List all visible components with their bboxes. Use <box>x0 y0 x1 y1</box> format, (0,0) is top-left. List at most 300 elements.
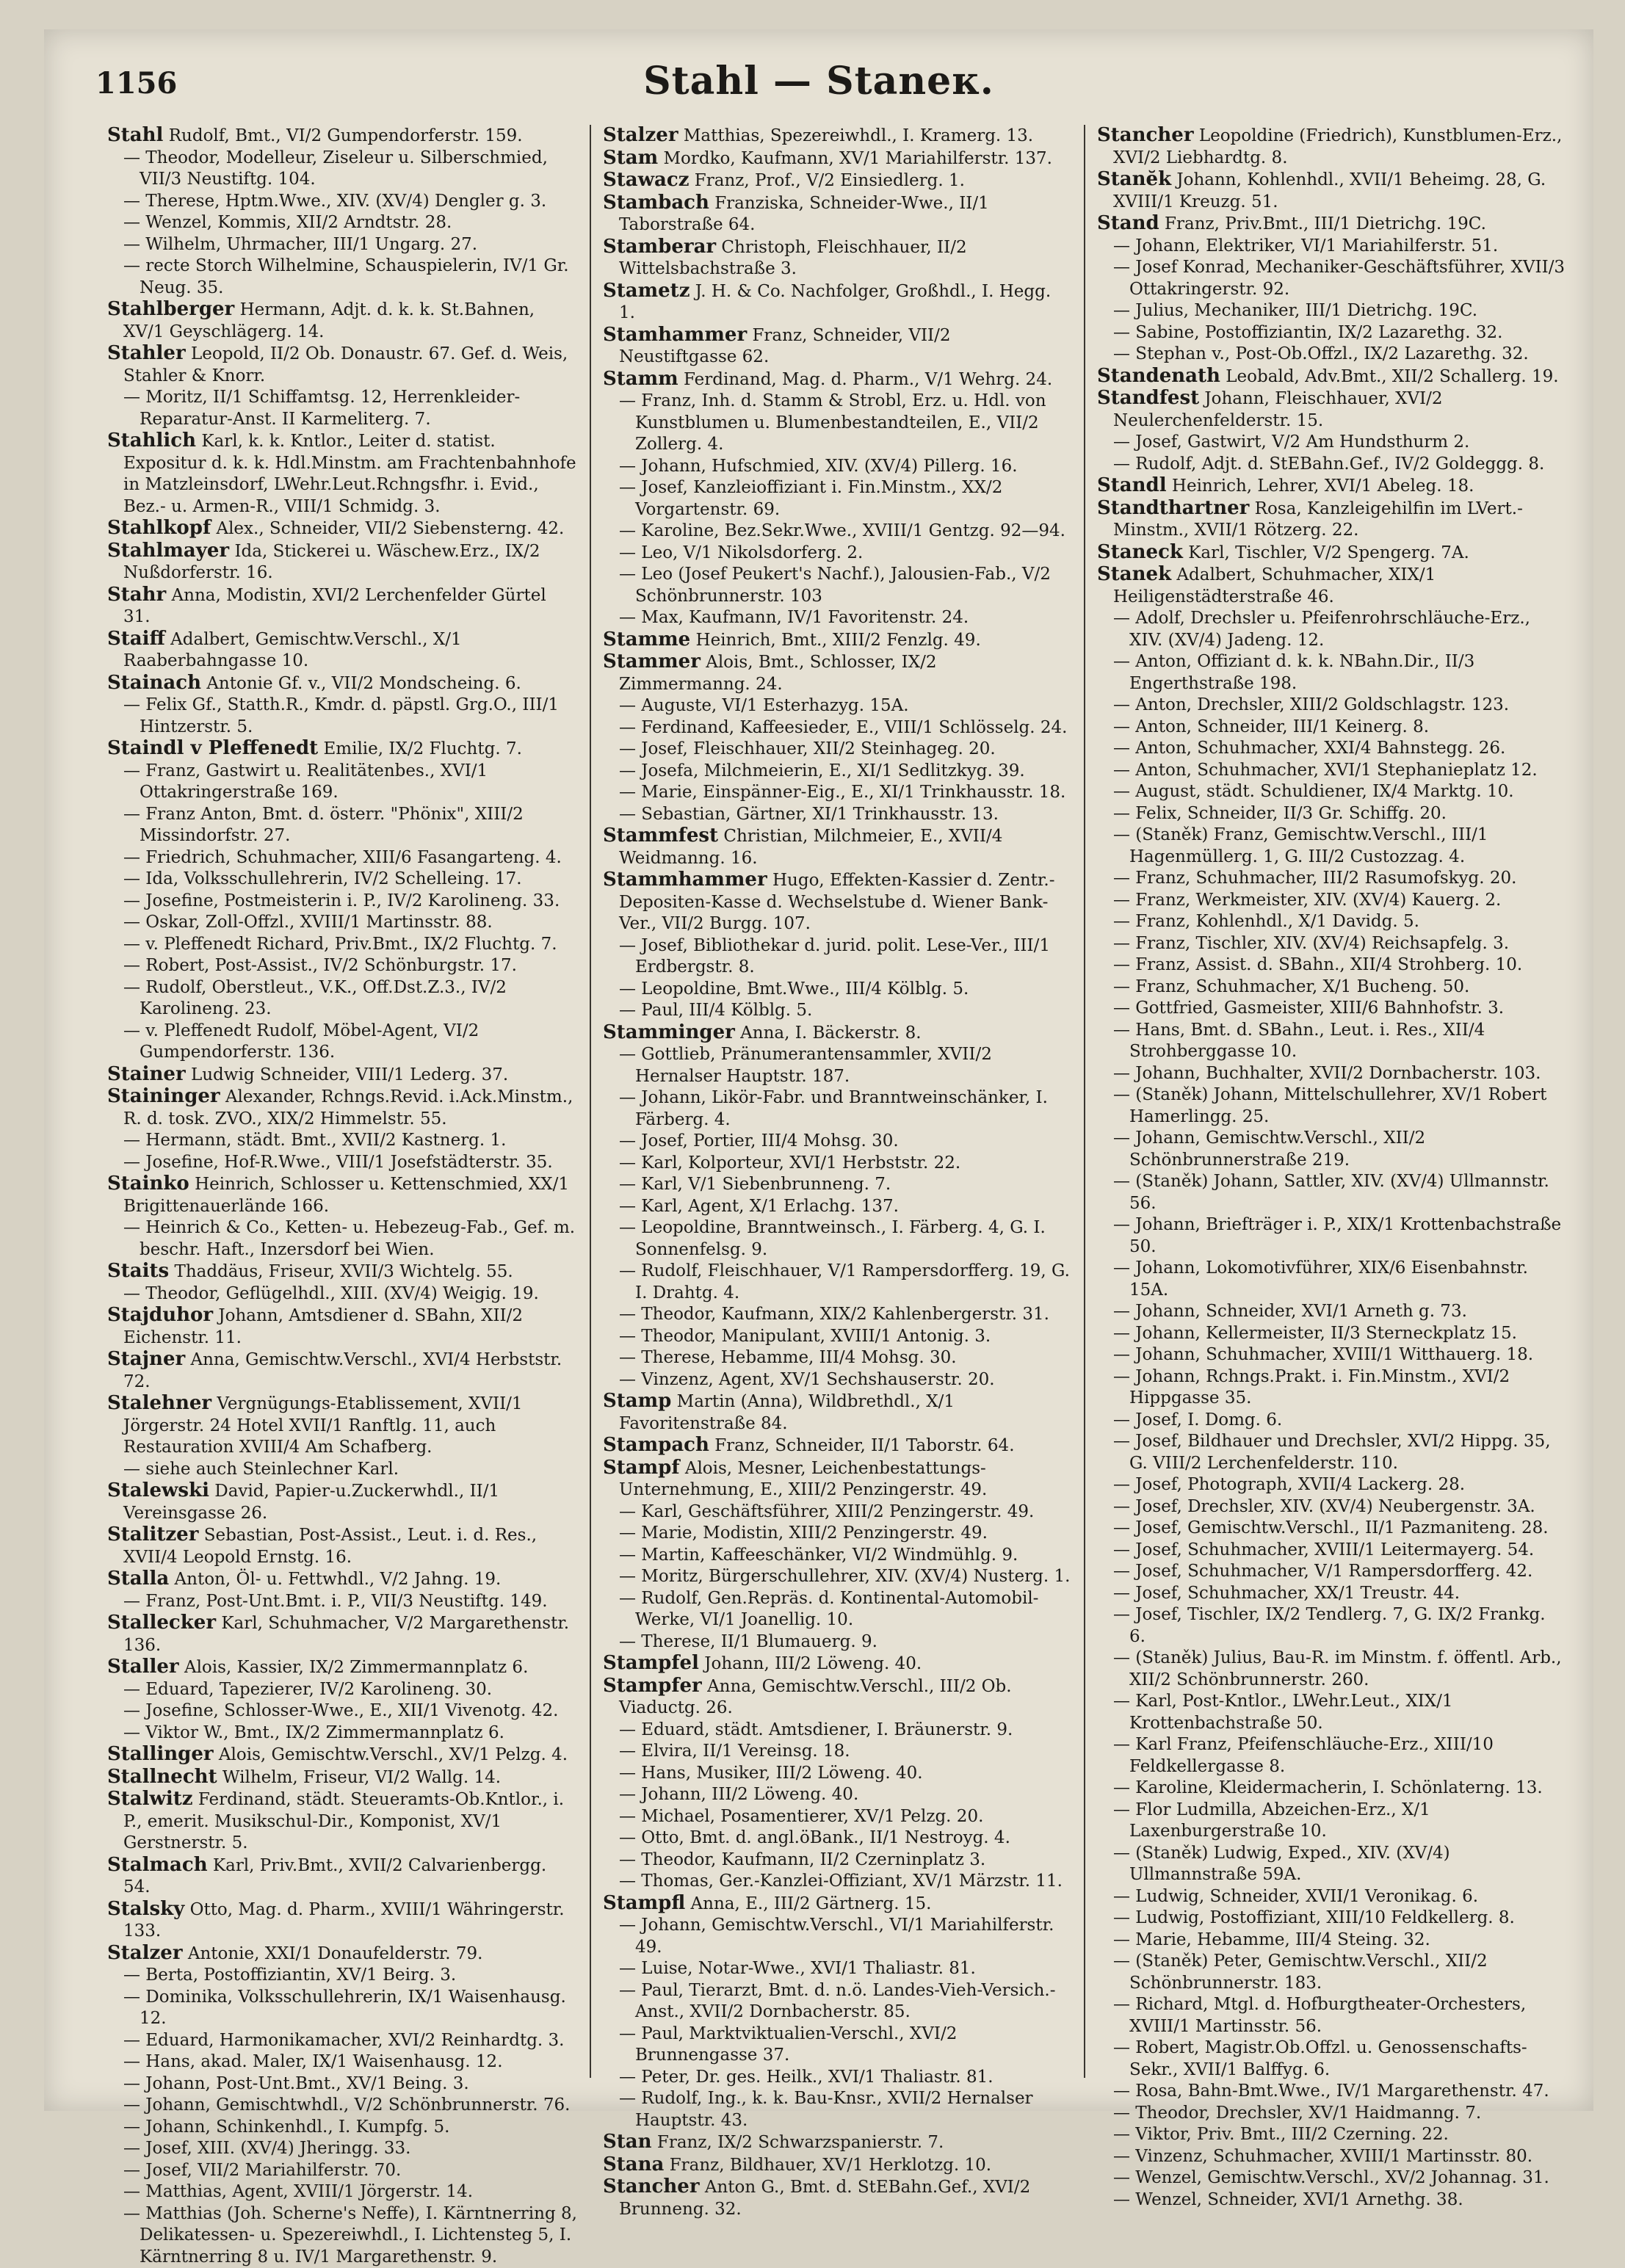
entry-text: — Johann, Gemischtw.Verschl., XII/2 Schönbrunnerstraße 219. <box>1113 1128 1425 1170</box>
directory-entry <box>603 369 1072 391</box>
entry-text: — Franz, Schuhmacher, III/2 Rasumofskyg. 20. <box>1113 869 1516 888</box>
directory-entry <box>1097 257 1566 300</box>
entry-text: — Auguste, VI/1 Esterhazyg. 15A. <box>619 696 909 715</box>
directory-entry <box>107 2117 578 2139</box>
entry-text: — Johann, Likör-Fabr. und Branntweinschänker, I. Färberg. 4. <box>619 1088 1048 1129</box>
entry-text: Rudolf, Bmt., VI/2 Gumpendorferstr. 159. <box>169 126 523 145</box>
directory-entry <box>603 477 1072 521</box>
directory-entry <box>603 1022 1072 1045</box>
directory-entry <box>603 1588 1072 1631</box>
directory-entry <box>603 1196 1072 1218</box>
entry-text: — Rudolf, Fleischhauer, V/1 Rampersdorfferg. 19, G. I. Drahtg. 4. <box>619 1261 1070 1303</box>
entry-surname: Standfest <box>1097 387 1199 409</box>
entry-text: Franziska, Schneider-Wwe., II/1 Taborstraße 64. <box>619 194 989 235</box>
directory-entry <box>603 1326 1072 1348</box>
directory-entry <box>107 540 578 584</box>
entry-text: Ida, Stickerei u. Wäschew.Erz., IX/2 Nußdorferstr. 16. <box>123 542 540 583</box>
entry-surname: Standl <box>1097 474 1167 496</box>
directory-entry <box>107 1612 578 1656</box>
entry-surname: Stand <box>1097 212 1159 234</box>
entry-text: — Johann, Rchngs.Prakt. i. Fin.Minstm., XVI/2 Hippgasse 35. <box>1113 1367 1510 1408</box>
directory-entry <box>1097 1258 1566 1301</box>
directory-entry <box>107 1700 578 1722</box>
directory-entry <box>1097 998 1566 1020</box>
directory-entry <box>603 170 1072 192</box>
entry-text: Matthias, Spezereiwhdl., I. Kramerg. 13. <box>684 126 1033 145</box>
entry-text: — recte Storch Wilhelmine, Schauspielerin, IV/1 Gr. Neug. 35. <box>123 256 569 297</box>
directory-entry <box>107 2095 578 2117</box>
entry-text: — Peter, Dr. ges. Heilk., XVI/1 Thaliastr. 81. <box>619 2068 994 2087</box>
entry-text: — Karl, Kolporteur, XVI/1 Herbststr. 22. <box>619 1153 960 1173</box>
directory-entry <box>603 148 1072 170</box>
entry-text: — Therese, Hptm.Wwe., XIV. (XV/4) Dengler g. 3. <box>123 192 546 211</box>
entry-text: Ludwig Schneider, VIII/1 Lederg. 37. <box>191 1065 508 1084</box>
directory-entry <box>603 2154 1072 2177</box>
entry-text: — Theodor, Kaufmann, XIX/2 Kahlenbergerstr. 31. <box>619 1305 1049 1324</box>
entry-surname: Stamberar <box>603 236 716 258</box>
directory-entry <box>1097 695 1566 717</box>
entry-text: Adalbert, Schuhmacher, XIX/1 Heiligenstädterstraße 46. <box>1113 565 1436 606</box>
directory-entry <box>1097 1431 1566 1474</box>
directory-entry <box>1097 977 1566 999</box>
directory-entry <box>603 2088 1072 2131</box>
entry-text: — Eduard, Tapezierer, IV/2 Karolineng. 30. <box>123 1680 492 1699</box>
entry-text: David, Papier-u.Zuckerwhdl., II/1 Vereinsgasse 26. <box>123 1482 499 1523</box>
directory-entry <box>603 2024 1072 2067</box>
entry-text: — Rudolf, Ing., k. k. Bau-Knsr., XVII/2 Hernalser Hauptstr. 43. <box>619 2089 1033 2130</box>
entry-text: — Theodor, Kaufmann, II/2 Czerninplatz 3. <box>619 1850 985 1869</box>
directory-entry <box>107 1086 578 1130</box>
entry-surname: Staininger <box>107 1085 220 1107</box>
entry-surname: Stalzer <box>107 1942 183 1964</box>
entry-text: — Theodor, Drechsler, XV/1 Haidmanng. 7. <box>1113 2104 1481 2123</box>
directory-entry <box>1097 1800 1566 1843</box>
entry-text: — (Staněk) Johann, Sattler, XIV. (XV/4) Ullmannstr. 56. <box>1113 1172 1549 1213</box>
directory-entry <box>107 1789 578 1855</box>
entry-text: — Josef, Tischler, IX/2 Tendlerg. 7, G. IX/2 Frankg. 6. <box>1113 1605 1546 1646</box>
entry-text: — Johann, Kellermeister, II/3 Sterneckplatz 15. <box>1113 1324 1517 1343</box>
directory-entry <box>603 236 1072 280</box>
directory-entry <box>1097 717 1566 739</box>
directory-entry <box>107 1480 578 1524</box>
entry-text: — Anton, Schuhmacher, XVI/1 Stephanieplatz 12. <box>1113 761 1538 780</box>
entry-text: — August, städt. Schuldiener, IX/4 Marktg. 10. <box>1113 782 1514 801</box>
entry-surname: Staller <box>107 1656 179 1678</box>
directory-entry <box>603 1893 1072 1916</box>
entry-surname: Stammer <box>603 651 701 673</box>
entry-text: — (Staněk) Johann, Mittelschullehrer, XV/1 Robert Hamerlingg. 25. <box>1113 1085 1546 1126</box>
directory-entry <box>107 148 578 191</box>
entry-text: — v. Pleffenedt Richard, Priv.Bmt., IX/2 Fluchtg. 7. <box>123 935 557 954</box>
directory-entry <box>107 869 578 891</box>
directory-entry <box>1097 2146 1566 2168</box>
entry-text: — Moritz, Bürgerschullehrer, XIV. (XV/4) Nusterg. 1. <box>619 1567 1070 1586</box>
directory-entry <box>1097 300 1566 322</box>
directory-entry <box>1097 432 1566 454</box>
directory-entry <box>1097 475 1566 498</box>
directory-entry <box>107 234 578 256</box>
entry-text: Adalbert, Gemischtw.Verschl., X/1 Raaberbahngasse 10. <box>123 630 462 671</box>
entry-text: — Wilhelm, Uhrmacher, III/1 Ungarg. 27. <box>123 235 477 254</box>
directory-entry <box>603 1720 1072 1742</box>
directory-entry <box>107 1767 578 1789</box>
directory-entry <box>107 1283 578 1305</box>
directory-entry <box>1097 890 1566 912</box>
entry-text: Franz, IX/2 Schwarzspanierstr. 7. <box>657 2133 944 2152</box>
entry-text: — Theodor, Geflügelhdl., XIII. (XV/4) Weigig. 19. <box>123 1284 539 1303</box>
directory-entry <box>603 1741 1072 1763</box>
entry-text: Heinrich, Bmt., XIII/2 Fenzlg. 49. <box>696 631 981 650</box>
entry-text: — Josef, Photograph, XVII/4 Lackerg. 28. <box>1113 1475 1465 1494</box>
entry-text: Thaddäus, Friseur, XVII/3 Wichtelg. 55. <box>174 1262 513 1281</box>
directory-entry <box>1097 1604 1566 1648</box>
entry-text: — Josefine, Hof-R.Wwe., VIII/1 Josefstädterstr. 35. <box>123 1153 553 1172</box>
directory-entry <box>603 543 1072 565</box>
entry-text: Alois, Mesner, Leichenbestattungs-Unternehmung, E., XIII/2 Penzingerstr. 49. <box>619 1459 987 1500</box>
directory-entry <box>603 1217 1072 1261</box>
entry-text: — Josef, XIII. (XV/4) Jheringg. 33. <box>123 2139 410 2158</box>
entry-text: — Rudolf, Gen.Repräs. d. Kontinental-Automobil-Werke, VI/1 Joanellig. 10. <box>619 1589 1038 1630</box>
entry-text: Martin (Anna), Wildbrethdl., X/1 Favoritenstraße 84. <box>619 1392 955 1433</box>
entry-surname: Stammfest <box>603 825 718 847</box>
directory-entry <box>1097 1171 1566 1214</box>
entry-text: — Franz, Post-Unt.Bmt. i. P., VII/3 Neustiftg. 149. <box>123 1592 548 1611</box>
entry-text: — Therese, Hebamme, III/4 Mohsg. 30. <box>619 1348 957 1367</box>
directory-entry <box>1097 2124 1566 2146</box>
directory-entry <box>107 847 578 869</box>
entry-text: — Sabine, Postoffiziantin, IX/2 Lazarethg. 32. <box>1113 323 1502 342</box>
entry-surname: Stalitzer <box>107 1524 198 1546</box>
entry-text: — Karoline, Bez.Sekr.Wwe., XVIII/1 Gentzg. 92—94. <box>619 521 1065 540</box>
directory-entry <box>603 1806 1072 1828</box>
entry-surname: Stajduhor <box>107 1304 213 1326</box>
directory-entry <box>107 1305 578 1349</box>
entry-text: Johann, Amtsdiener d. SBahn, XII/2 Eichenstr. 11. <box>123 1306 523 1347</box>
directory-entry <box>1097 1344 1566 1366</box>
directory-entry <box>603 1675 1072 1720</box>
directory-entry <box>603 979 1072 1001</box>
entry-text: — Gottfried, Gasmeister, XIII/6 Bahnhofstr. 3. <box>1113 999 1504 1018</box>
entry-text: — Ferdinand, Kaffeesieder, E., VIII/1 Schlösselg. 24. <box>619 718 1067 737</box>
entry-text: — Josef, VII/2 Mariahilferstr. 70. <box>123 2161 401 2180</box>
entry-text: — Paul, III/4 Kölblg. 5. <box>619 1001 812 1020</box>
directory-entry <box>107 191 578 213</box>
directory-entry <box>107 695 578 738</box>
entry-text: — Johann, Lokomotivführer, XIX/6 Eisenbahnstr. 15A. <box>1113 1258 1528 1300</box>
entry-text: — Vinzenz, Agent, XV/1 Sechshauserstr. 20. <box>619 1370 995 1389</box>
entry-surname: Stawacz <box>603 169 689 191</box>
directory-entry <box>107 977 578 1021</box>
directory-entry <box>107 934 578 956</box>
entry-text: Rosa, Kanzleigehilfin im LVert.-Minstm., XVII/1 Rötzerg. 22. <box>1113 499 1523 540</box>
entry-text: — Franz, Tischler, XIV. (XV/4) Reichsapfelg. 3. <box>1113 934 1509 953</box>
directory-entry <box>1097 1951 1566 1994</box>
entry-text: — Martin, Kaffeeschänker, VI/2 Windmühlg. 9. <box>619 1546 1018 1565</box>
entry-surname: Stamminger <box>603 1021 735 1043</box>
entry-text: Hugo, Effekten-Kassier d. Zentr.-Depositen-Kasse d. Wechselstube d. Wiener Bank-Ver., VII/2 Burgg. 107. <box>619 871 1054 933</box>
directory-entry <box>603 1369 1072 1391</box>
page-number: 1156 <box>95 66 177 101</box>
entry-surname: Stammhammer <box>603 869 767 891</box>
directory-entry <box>603 1523 1072 1545</box>
entry-text: — Johann, Gemischtw.Verschl., VI/1 Mariahilferstr. 49. <box>619 1916 1054 1957</box>
entry-surname: Stalla <box>107 1568 169 1590</box>
directory-entry <box>1097 564 1566 608</box>
entry-text: — Leopoldine, Branntweinsch., I. Färberg. 4, G. I. Sonnenfelsg. 9. <box>619 1218 1046 1259</box>
directory-entry <box>107 1393 578 1459</box>
entry-text: Alex., Schneider, VII/2 Siebensterng. 42. <box>216 519 564 538</box>
directory-entry <box>1097 1301 1566 1323</box>
directory-entry <box>1097 388 1566 432</box>
entry-text: Ferdinand, Mag. d. Pharm., V/1 Wehrg. 24. <box>684 370 1052 389</box>
directory-entry <box>1097 2189 1566 2211</box>
directory-entry <box>1097 1930 1566 1952</box>
directory-entry <box>107 1899 578 1943</box>
entry-text: Sebastian, Post-Assist., Leut. i. d. Res., XVII/4 Leopold Ernstg. 16. <box>123 1526 537 1567</box>
directory-entry <box>1097 803 1566 825</box>
entry-text: — Matthias (Joh. Scherne's Neffe), I. Kärntnerring 8, Delikatessen- u. Spezereiwhdl., I. Lichtensteg 5, I. Kärntnerring 8 u. IV/1 Margarethenstr. 9. <box>123 2204 577 2267</box>
directory-entry <box>1097 1583 1566 1605</box>
directory-entry <box>1097 760 1566 782</box>
directory-entry <box>107 1261 578 1283</box>
entry-text: — v. Pleffenedt Rudolf, Möbel-Agent, VI/2 Gumpendorferstr. 136. <box>123 1021 479 1062</box>
entry-text: — Josef, Gastwirt, V/2 Am Hundsthurm 2. <box>1113 432 1469 452</box>
entry-text: — (Staněk) Peter, Gemischtw.Verschl., XII/2 Schönbrunnerstr. 183. <box>1113 1952 1488 1993</box>
entry-surname: Stampfl <box>603 1892 685 1914</box>
columns <box>95 125 1579 2078</box>
directory-entry <box>603 761 1072 783</box>
directory-entry <box>107 1459 578 1481</box>
entry-text: — Josef Konrad, Mechaniker-Geschäftsführer, XVII/3 Ottakringerstr. 92. <box>1113 258 1565 299</box>
entry-text: — Elvira, II/1 Vereinsg. 18. <box>619 1742 850 1761</box>
directory-entry <box>107 1568 578 1591</box>
entry-text: — Stephan v., Post-Ob.Offzl., IX/2 Lazarethg. 32. <box>1113 344 1529 363</box>
entry-text: — Friedrich, Schuhmacher, XIII/6 Fasangarteng. 4. <box>123 848 562 867</box>
entry-surname: Stancher <box>603 2175 700 2198</box>
directory-entry <box>107 1744 578 1767</box>
directory-entry <box>603 1827 1072 1849</box>
entry-text: — Johann, Schinkenhdl., I. Kumpfg. 5. <box>123 2117 450 2137</box>
directory-entry <box>603 717 1072 739</box>
entry-text: — Eduard, städt. Amtsdiener, I. Bräunerstr. 9. <box>619 1720 1013 1739</box>
directory-entry <box>1097 911 1566 933</box>
entry-text: — Josef, Gemischtw.Verschl., II/1 Pazmaniteng. 28. <box>1113 1518 1549 1537</box>
running-head: Stahl — Staneк. <box>95 59 1542 104</box>
directory-entry <box>603 1653 1072 1675</box>
directory-entry <box>107 430 578 518</box>
entry-text: — Max, Kaufmann, IV/1 Favoritenstr. 24. <box>619 608 969 627</box>
entry-text: — Gottlieb, Pränumerantensammler, XVII/2 Hernalser Hauptstr. 187. <box>619 1045 992 1086</box>
entry-text: Otto, Mag. d. Pharm., XVIII/1 Währingerstr. 133. <box>123 1900 565 1941</box>
directory-entry <box>1097 868 1566 890</box>
entry-text: — Leo, V/1 Nikolsdorferg. 2. <box>619 543 863 562</box>
entry-text: — Johann, Buchhalter, XVII/2 Dornbacherstr. 103. <box>1113 1064 1541 1083</box>
entry-surname: Staneck <box>1097 541 1183 563</box>
entry-text: — Josef, I. Domg. 6. <box>1113 1410 1282 1430</box>
entry-text: — Josefine, Postmeisterin i. P., IV/2 Karolineng. 33. <box>123 891 560 910</box>
entry-surname: Staits <box>107 1260 169 1282</box>
entry-text: — Michael, Posamentierer, XV/1 Pelzg. 20. <box>619 1807 983 1826</box>
entry-text: — Hans, akad. Maler, IX/1 Waisenhausg. 12. <box>123 2052 503 2071</box>
entry-text: — Franz, Werkmeister, XIV. (XV/4) Kauerg. 2. <box>1113 891 1501 910</box>
directory-entry <box>107 761 578 804</box>
entry-text: — Heinrich & Co., Ketten- u. Hebezeug-Fab., Gef. m. beschr. Haft., Inzersdorf bei Wien. <box>123 1218 575 1259</box>
directory-entry <box>603 1980 1072 2024</box>
entry-text: — Julius, Mechaniker, III/1 Dietrichg. 19C. <box>1113 301 1477 320</box>
directory-entry <box>603 1131 1072 1153</box>
entry-text: — Josef, Schuhmacher, XX/1 Treustr. 44. <box>1113 1584 1460 1603</box>
directory-entry <box>107 1130 578 1152</box>
entry-surname: Stancher <box>1097 124 1194 146</box>
entry-text: — Wenzel, Kommis, XII/2 Arndtstr. 28. <box>123 213 452 232</box>
entry-text: — Robert, Magistr.Ob.Offzl. u. Genossenschafts-Sekr., XVII/1 Balffyg. 6. <box>1113 2038 1527 2079</box>
entry-text: — Josef, Schuhmacher, V/1 Rampersdorfferg. 42. <box>1113 1562 1532 1581</box>
directory-entry <box>1097 169 1566 213</box>
directory-entry <box>1097 344 1566 366</box>
column-3 <box>1084 125 1578 2078</box>
entry-surname: Stampfel <box>603 1652 699 1674</box>
entry-text: — Ludwig, Postoffiziant, XIII/10 Feldkellerg. 8. <box>1113 1908 1515 1927</box>
directory-entry <box>603 456 1072 478</box>
entry-text: Karl, Priv.Bmt., XVII/2 Calvarienbergg. 54. <box>123 1856 546 1897</box>
directory-entry <box>107 2203 578 2268</box>
directory-entry <box>603 825 1072 869</box>
directory-entry <box>603 1871 1072 1893</box>
entry-surname: Staiff <box>107 628 165 650</box>
entry-text: — (Staněk) Ludwig, Exped., XIV. (XV/4) Ullmannstraße 59A. <box>1113 1844 1450 1885</box>
entry-text: — Robert, Post-Assist., IV/2 Schönburgstr. 17. <box>123 956 517 975</box>
directory-entry <box>603 1915 1072 1958</box>
directory-entry <box>1097 1474 1566 1496</box>
directory-entry <box>603 2176 1072 2220</box>
directory-entry <box>107 1152 578 1174</box>
entry-surname: Stamme <box>603 628 690 651</box>
directory-entry <box>603 1153 1072 1175</box>
entry-text: — Josef, Bibliothekar d. jurid. polit. Lese-Ver., III/1 Erdbergstr. 8. <box>619 936 1050 977</box>
directory-entry <box>107 1679 578 1701</box>
entry-surname: Stalsky <box>107 1898 184 1920</box>
entry-text: — Anton, Drechsler, XIII/2 Goldschlagstr. 123. <box>1113 695 1509 714</box>
directory-entry <box>1097 608 1566 651</box>
directory-entry <box>603 1435 1072 1457</box>
entry-text: — Viktor, Priv. Bmt., III/2 Czerning. 22. <box>1113 2125 1449 2144</box>
entry-text: — Karl, Geschäftsführer, XIII/2 Penzingerstr. 49. <box>619 1502 1034 1521</box>
entry-text: — Josef, Fleischhauer, XII/2 Steinhageg. 20. <box>619 739 996 758</box>
directory-entry <box>1097 1063 1566 1085</box>
directory-entry <box>603 1000 1072 1022</box>
entry-surname: Stamp <box>603 1390 671 1412</box>
directory-entry <box>107 212 578 234</box>
entry-surname: Stanek <box>1097 563 1171 585</box>
entry-text: — Franz, Inh. d. Stamm & Strobl, Erz. u. Hdl. von Kunstblumen u. Blumenbestandteilen, E., VII/2 Zollerg. 4. <box>619 391 1046 454</box>
directory-entry <box>603 1174 1072 1196</box>
entry-text: Wilhelm, Friseur, VI/2 Wallg. 14. <box>222 1768 501 1787</box>
entry-text: Mordko, Kaufmann, XV/1 Mariahilferstr. 137. <box>663 149 1052 168</box>
entry-text: — Franz, Gastwirt u. Realitätenbes., XVI/1 Ottakringerstraße 169. <box>123 761 488 803</box>
directory-entry <box>1097 213 1566 236</box>
entry-text: — Hans, Bmt. d. SBahn., Leut. i. Res., XII/4 Strohberggasse 10. <box>1113 1021 1485 1062</box>
entry-text: — Theodor, Modelleur, Ziseleur u. Silberschmied, VII/3 Neustiftg. 104. <box>123 148 548 189</box>
entry-surname: Stalzer <box>603 124 678 146</box>
entry-text: — Leopoldine, Bmt.Wwe., III/4 Kölblg. 5. <box>619 979 969 999</box>
directory-entry <box>107 1943 578 1966</box>
directory-entry <box>603 391 1072 456</box>
entry-text: — Sebastian, Gärtner, XI/1 Trinkhausstr. 13. <box>619 805 999 824</box>
directory-entry <box>107 1524 578 1568</box>
directory-entry <box>107 1987 578 2030</box>
entry-text: — Karl Franz, Pfeifenschläuche-Erz., XIII/10 Feldkellergasse 8. <box>1113 1735 1494 1776</box>
entry-text: Karl, Schuhmacher, V/2 Margarethenstr. 136. <box>123 1614 569 1655</box>
entry-text: Hermann, Adjt. d. k. k. St.Bahnen, XV/1 Geyschlägerg. 14. <box>123 300 535 341</box>
directory-entry <box>107 1064 578 1087</box>
entry-surname: Stallinger <box>107 1743 214 1765</box>
entry-text: — Berta, Postoffiziantin, XV/1 Beirg. 3. <box>123 1966 456 1985</box>
entry-text: — Josefa, Milchmeierin, E., XI/1 Sedlitzkyg. 39. <box>619 761 1025 780</box>
entry-text: — Josef, Drechsler, XIV. (XV/4) Neubergenstr. 3A. <box>1113 1497 1535 1516</box>
entry-text: — Josef, Portier, III/4 Mohsg. 30. <box>619 1131 899 1151</box>
entry-text: — Johann, Schneider, XVI/1 Arneth g. 73. <box>1113 1302 1467 1321</box>
entry-text: — Dominika, Volksschullehrerin, IX/1 Waisenhausg. 12. <box>123 1988 566 2029</box>
directory-entry <box>1097 1994 1566 2037</box>
entry-surname: Stam <box>603 147 658 169</box>
entry-text: Christian, Milchmeier, E., XVII/4 Weidmanng. 16. <box>619 827 1002 868</box>
entry-text: — Paul, Marktviktualien-Verschl., XVI/2 Brunnengasse 37. <box>619 2024 957 2065</box>
directory-entry <box>107 387 578 430</box>
column-2 <box>590 125 1084 2078</box>
entry-text: — Leo (Josef Peukert's Nachf.), Jalousien-Fab., V/2 Schönbrunnerstr. 103 <box>619 565 1051 606</box>
entry-text: — siehe auch Steinlechner Karl. <box>123 1460 399 1479</box>
entry-text: — Karl, V/1 Siebenbrunneng. 7. <box>619 1175 891 1194</box>
entry-surname: Stainko <box>107 1173 189 1195</box>
directory-entry <box>1097 1907 1566 1930</box>
directory-entry <box>603 192 1072 236</box>
directory-entry <box>107 1021 578 1064</box>
directory-entry <box>603 1391 1072 1435</box>
entry-text: — Johann, Gemischtwhdl., V/2 Schönbrunnerstr. 76. <box>123 2095 570 2115</box>
entry-text: Anton, Öl- u. Fettwhdl., V/2 Jahng. 19. <box>175 1570 502 1589</box>
column-1 <box>95 125 590 2078</box>
entry-surname: Stahr <box>107 584 166 606</box>
directory-entry <box>1097 1518 1566 1540</box>
entry-text: — Johann, Schuhmacher, XVIII/1 Witthauerg. 18. <box>1113 1345 1533 1364</box>
entry-text: — Moritz, II/1 Schiffamtsg. 12, Herrenkleider-Reparatur-Anst. II Karmeliterg. 7. <box>123 388 520 429</box>
directory-entry <box>1097 125 1566 169</box>
directory-entry <box>603 607 1072 629</box>
directory-entry <box>1097 1778 1566 1800</box>
entry-surname: Stahlich <box>107 430 196 452</box>
entry-text: — Karl, Agent, X/1 Erlachg. 137. <box>619 1197 899 1216</box>
entry-surname: Stamhammer <box>603 324 747 346</box>
directory-entry <box>603 869 1072 935</box>
directory-entry <box>107 738 578 761</box>
directory-entry <box>603 1631 1072 1653</box>
directory-entry <box>1097 954 1566 977</box>
entry-text: Johann, III/2 Löweng. 40. <box>704 1654 922 1673</box>
entry-text: — Marie, Einspänner-Eig., E., XI/1 Trinkhausstr. 18. <box>619 783 1065 802</box>
entry-text: Antonie, XXI/1 Donaufelderstr. 79. <box>188 1944 483 1963</box>
directory-entry <box>107 584 578 628</box>
entry-surname: Standenath <box>1097 365 1220 387</box>
entry-text: Anton G., Bmt. d. StEBahn.Gef., XVI/2 Brunneng. 32. <box>619 2178 1030 2219</box>
entry-text: — Johann, Hufschmied, XIV. (XV/4) Pillerg. 16. <box>619 457 1018 476</box>
directory-entry <box>1097 738 1566 760</box>
directory-entry <box>1097 498 1566 542</box>
entry-text: — (Staněk) Julius, Bau-R. im Minstm. f. öffentl. Arb., XII/2 Schönbrunnerstr. 260. <box>1113 1648 1562 1689</box>
directory-entry <box>107 955 578 977</box>
entry-surname: Staindl v Pleffenedt <box>107 737 318 759</box>
entry-text: Heinrich, Lehrer, XVI/1 Abeleg. 18. <box>1172 477 1474 496</box>
entry-text: Johann, Fleischhauer, XVI/2 Neulerchenfelderstr. 15. <box>1113 389 1443 430</box>
